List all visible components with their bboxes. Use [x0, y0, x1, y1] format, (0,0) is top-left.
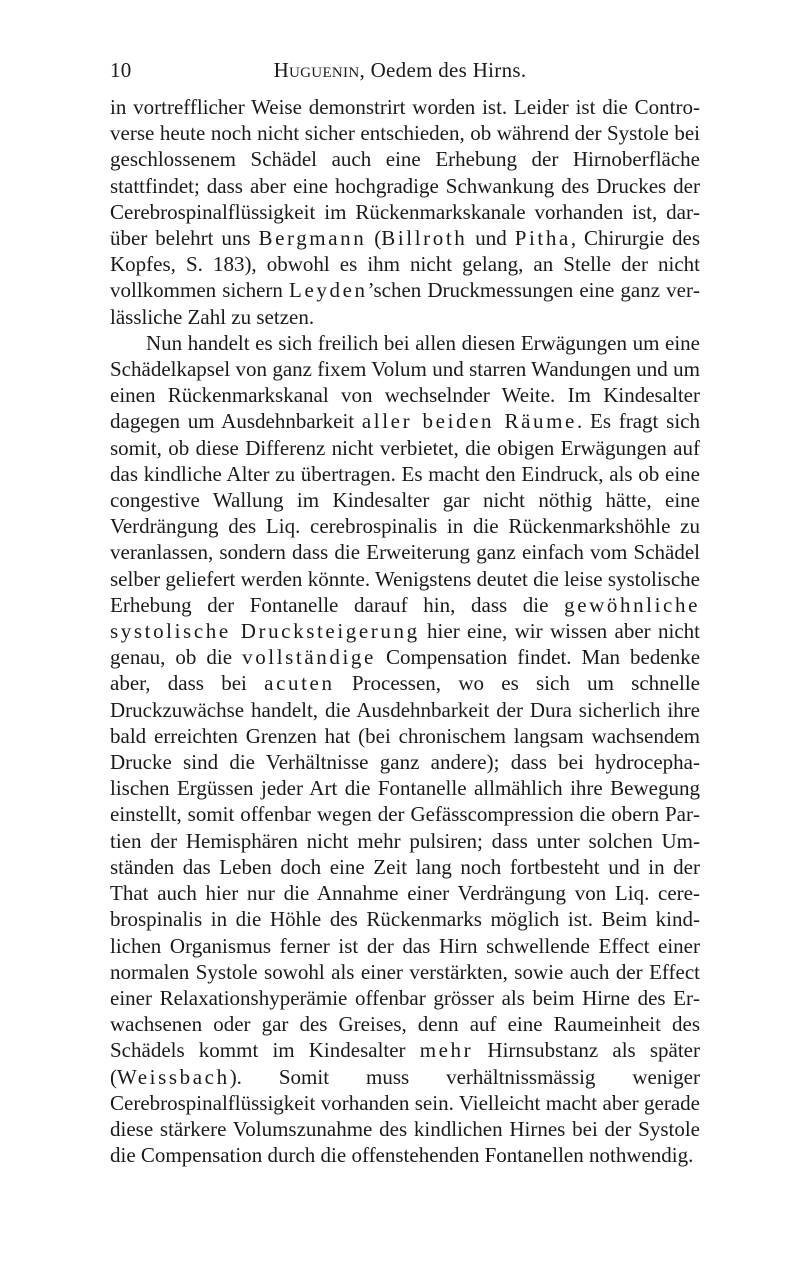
running-title-text: Oedem des Hirns. — [365, 58, 527, 82]
emphasis-text: mehr — [419, 1038, 474, 1063]
running-head — [110, 58, 690, 88]
emphasis-text: aller beiden Räume — [361, 409, 577, 434]
body-text — [110, 94, 700, 1168]
paragraph-1 — [110, 94, 700, 330]
text-run: ’schen Druckmessungen eine ganz verlässliche Zahl zu setzen. — [110, 278, 700, 329]
paragraph-2 — [110, 330, 700, 1169]
emphasis-text: Pitha — [514, 226, 571, 251]
running-title-author: Huguenin, — [273, 58, 366, 82]
text-run: Processen, wo es sich um schnelle Druckzuwächse handelt, die Ausdehnbarkeit der Dura sicherlich ihre bald erreichten Grenzen hat (bei chronischem langsam wachsendem Drucke sind die Verhältnisse ganz andere); dass bei hydrocephalischen Ergüssen jeder Art die Fontanelle allmählich ihre Bewegung einstellt, somit offenbar wegen der Gefässcompression die obern Partien der Hemisphären nicht mehr pulsiren; dass unter solchen Umständen das Leben doch eine Zeit lang noch fortbesteht und in der That auch hier nur die Annahme einer Verdrängung von Liq. cerebrospinalis in die Höhle des Rückenmarks möglich ist. Beim kindlichen Organismus ferner ist der das Hirn schwellende Effect einer normalen Systole sowohl als einer verstärkten, sowie auch der Effect einer Relaxationshyperämie offenbar grösser als beim Hirne des Erwachsenen oder gar des Greises, denn auf eine Raumeinheit des Schädels kommt im Kindesalter — [110, 671, 700, 1063]
text-run: ( — [366, 226, 382, 251]
emphasis-text: Leyden — [289, 278, 368, 303]
text-run: hier eine, wir wissen aber nicht genau, ob die — [110, 619, 700, 670]
emphasis-text: Billroth — [381, 226, 468, 251]
text-run: . Es fragt sich somit, ob diese Differenz nicht verbietet, die obigen Erwägungen auf das kindliche Alter zu übertragen. Es macht den Eindruck, als ob eine congestive Wallung im Kindesalter gar nicht nöthig hätte, eine Verdrängung des Liq. cerebrospinalis in die Rückenmarkshöhle zu veranlassen, sondern dass die Erweiterung ganz einfach vom Schädel selber geliefert werden könnte. Wenigstens deutet die leise systolische Erhebung der Fontanelle darauf hin, dass die — [110, 409, 700, 617]
text-run: Compensation findet. Man bedenke aber, dass bei — [110, 645, 701, 696]
emphasis-text: Weissbach — [117, 1064, 230, 1089]
text-run: und — [467, 226, 515, 251]
running-title — [110, 58, 690, 83]
text-run: Nun handelt es sich freilich bei allen diesen Erwägungen um eine Schädelkapsel von ganz fixem Volum und starren Wandungen und um einen Rückenmarkskanal von wechselnder Weite. Im Kindesalter dagegen um Ausdehnbarkeit — [110, 330, 700, 434]
text-run: in vortrefflicher Weise demonstrirt worden ist. Leider ist die Controverse heute noch nicht sicher entschieden, ob während der Systole bei geschlossenem Schädel auch eine Erhebung der Hirnoberfläche stattfindet; dass aber eine hochgradige Schwankung des Druckes der Cerebrospinalflüssigkeit im Rückenmarkskanale vorhanden ist, darüber belehrt uns — [110, 95, 700, 251]
text-run: Hirnsubstanz als später ( — [110, 1038, 700, 1089]
emphasis-text: vollständige — [242, 645, 376, 670]
emphasis-text: acuten — [264, 671, 335, 696]
text-run: , Chirurgie des Kopfes, S. 183), obwohl es ihm nicht gelang, an Stelle der nicht vollkommen sichern — [110, 226, 700, 303]
page-number: 10 — [110, 58, 132, 82]
text-run: ). Somit muss verhältnissmässig weniger Cerebrospinalflüssigkeit vorhanden sein. Vielleicht macht aber gerade diese stärkere Volumszunahme des kindlichen Hirnes bei der Systole die Compensation durch die offenstehenden Fontanellen nothwendig. — [110, 1064, 700, 1168]
emphasis-text: gewöhnliche systolische Drucksteigerung — [110, 592, 700, 644]
emphasis-text: Bergmann — [258, 226, 367, 251]
